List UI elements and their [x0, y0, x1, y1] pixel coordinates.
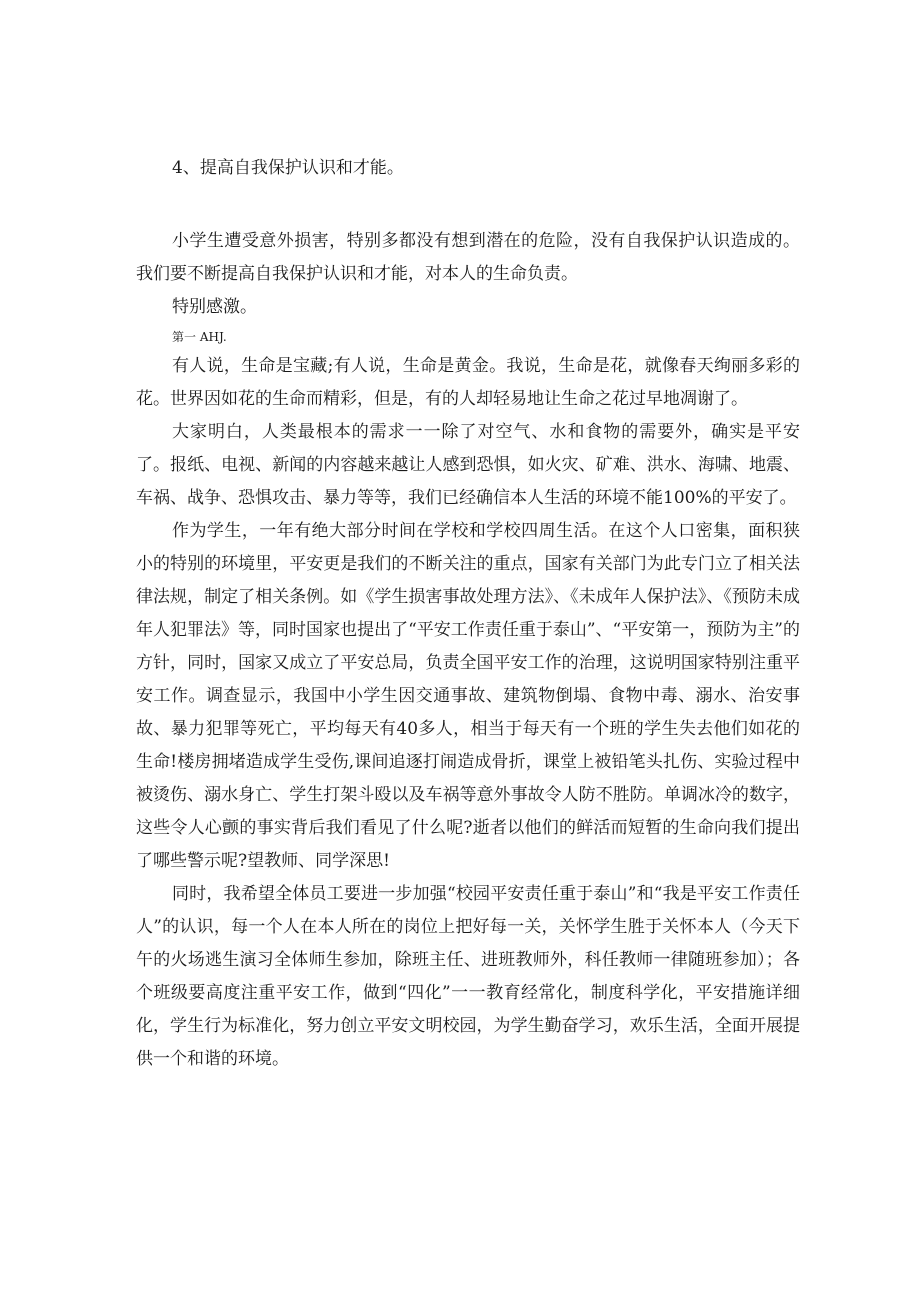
paragraph-human-needs: 大家明白，人类最根本的需求一一除了对空气、水和食物的需要外，确实是平安了。报纸、电视、新闻的内容越来越让人感到恐惧，如火灾、矿难、洪水、海啸、地震、车祸、战争、恐惧攻击、暴力等等，我们已经确信本人生活的环境不能100%的平安了。: [136, 422, 800, 508]
paragraph-thanks: 特别感激。: [172, 297, 257, 317]
section-heading: 4、提高自我保护认识和才能。: [172, 158, 404, 178]
paragraph-self-protection: 小学生遭受意外损害，特别多都没有想到潜在的危险，没有自我保护认识造成的。我们要不断提高自我保护认识和才能，对本人的生命负责。: [136, 231, 800, 284]
section-label: 第一 AHJ.: [172, 330, 227, 344]
document-body: [136, 152, 800, 1076]
paragraph-life-flower: 有人说，生命是宝藏;有人说，生命是黄金。我说，生命是花，就像春天绚丽多彩的花。世界因如花的生命而精彩，但是，有的人却轻易地让生命之花过早地凋谢了。: [136, 356, 800, 409]
paragraph-staff-appeal: 同时，我希望全体员工要进一步加强“校园平安责任重于泰山”和“我是平安工作责任人”的认识，每一个人在本人所在的岗位上把好每一关，关怀学生胜于关怀本人（今天下午的火场逃生演习全体师生参加，除班主任、进班教师外，科任教师一律随班参加）；各个班级要高度注重平安工作，做到“四化”一一教育经常化，制度科学化，平安措施详细化，学生行为标准化，努力创立平安文明校园，为学生勤奋学习，欢乐生活，全面开展提供一个和谐的环境。: [136, 884, 800, 1069]
paragraph-school-safety: 作为学生，一年有绝大部分时间在学校和学校四周生活。在这个人口密集，面积狭小的特别的环境里，平安更是我们的不断关注的重点，国家有关部门为此专门立了相关法律法规，制定了相关条例。如《学生损害事故处理方法》、《未成年人保护法》、《预防未成年人犯罪法》等，同时国家也提出了“平安工作责任重于泰山”、“平安第一，预防为主”的方针，同时，国家又成立了平安总局，负责全国平安工作的治理，这说明国家特别注重平安工作。调查显示，我国中小学生因交通事故、建筑物倒塌、食物中毒、溺水、治安事故、暴力犯罪等死亡，平均每天有40多人，相当于每天有一个班的学生失去他们如花的生命!楼房拥堵造成学生受伤,课间追逐打闹造成骨折，课堂上被铅笔头扎伤、实验过程中被烫伤、溺水身亡、学生打架斗殴以及车祸等意外事故令人防不胜防。单调冰冷的数字，这些令人心颤的事实背后我们看见了什么呢?逝者以他们的鲜活而短暂的生命向我们提出了哪些警示呢?望教师、同学深思!: [136, 521, 800, 871]
